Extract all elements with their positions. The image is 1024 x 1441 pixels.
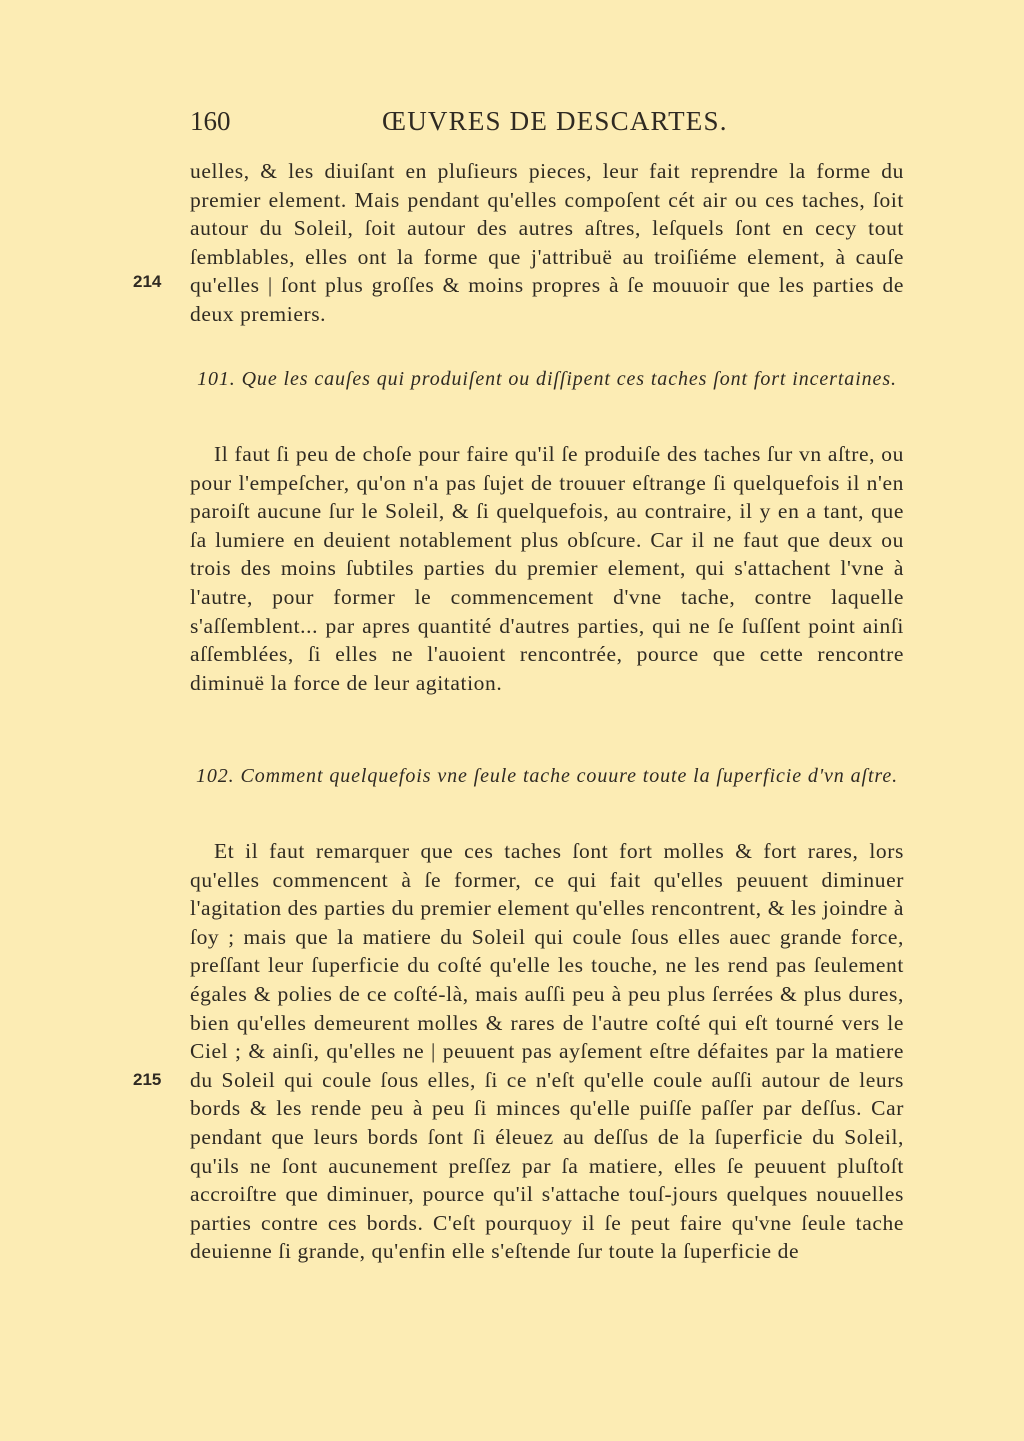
running-title: ŒUVRES DE DESCARTES. (382, 106, 728, 136)
running-header (190, 106, 728, 146)
paragraph-text: Il faut ſi peu de choſe pour faire qu'il ſe produiſe des taches ſur vn aſtre, ou pour l'empeſcher, qu'on n'a pas ſujet de trouuer eſtrange ſi quelquefois il n'en paroiſt aucune ſur le Soleil, & ſi quelquefois, au contraire, il y en a tant, que ſa lumiere en deuient notablement plus obſcure. Car il ne faut que deux ou trois des moins ſubtiles parties du premier element, qui s'attachent l'vne à l'autre, pour former le commencement d'vne tache, contre laquelle s'aſſemblent... par apres quantité d'autres parties, qui ne ſe ſuſſent point ainſi aſſemblées, ſi elles ne l'auoient rencontrée, pource que cette rencontre diminuë la force de leur agitation. (190, 442, 904, 695)
paragraph-text: Et il faut remarquer que ces taches ſont fort molles & fort rares, lors qu'elles commencent à ſe former, ce qui fait qu'elles peuuent diminuer l'agitation des parties du premier element qu'elles rencontrent, & les joindre à ſoy ; mais que la matiere du Soleil qui coule ſous elles auec grande force, preſſant leur ſuperficie du coſté qu'elle les touche, ne les rend pas ſeulement égales & polies de ce coſté-là, mais auſſi peu à peu plus ſerrées & plus dures, bien qu'elles demeurent molles & rares de l'autre coſté qui eſt tourné vers le Ciel ; & ainſi, qu'elles ne | peuuent pas ayſement eſtre défaites par la matiere du Soleil qui coule ſous elles, ſi ce n'eſt qu'elle coule auſſi autour de leurs bords & les rende peu à peu ſi minces qu'elle puiſſe paſſer par deſſus. Car pendant que leurs bords ſont ſi éleuez au deſſus de la ſuperficie du Soleil, qu'ils ne ſont aucunement preſſez par ſa matiere, elles ſe peuuent pluſtoſt accroiſtre que diminuer, pource qu'il s'attache touſ-jours quelques nouuelles parties contre ces bords. C'eſt pourquoy il ſe peut faire qu'vne ſeule tache deuienne ſi grande, qu'enfin elle s'eſtende ſur toute la ſuperficie de (190, 839, 904, 1264)
paragraph-102 (190, 837, 904, 1266)
paragraph-text: uelles, & les diuiſant en pluſieurs pieces, leur fait reprendre la forme du premier element. Mais pendant qu'elles compoſent cét air ou ces taches, ſoit autour du Soleil, ſoit autour des autres aſtres, leſquels ſont en cecy tout ſemblables, elles ont la forme que j'attribuë au troiſiéme element, à cauſe qu'elles | ſont plus groſſes & moins propres à ſe mouuoir que les parties de deux premiers. (190, 159, 904, 326)
paragraph-continued (190, 157, 904, 329)
margin-line-number: 215 (133, 1070, 162, 1089)
paragraph-101 (190, 440, 904, 697)
section-heading-102: 102. Comment quelquefois vne ſeule tache couure toute la ſuperficie d'vn aſtre. (195, 765, 899, 787)
page-number: 160 (190, 106, 231, 136)
section-heading-101: 101. Que les cauſes qui produiſent ou diſſipent ces taches ſont fort incertaines. (197, 368, 897, 390)
margin-line-number: 214 (133, 272, 162, 291)
